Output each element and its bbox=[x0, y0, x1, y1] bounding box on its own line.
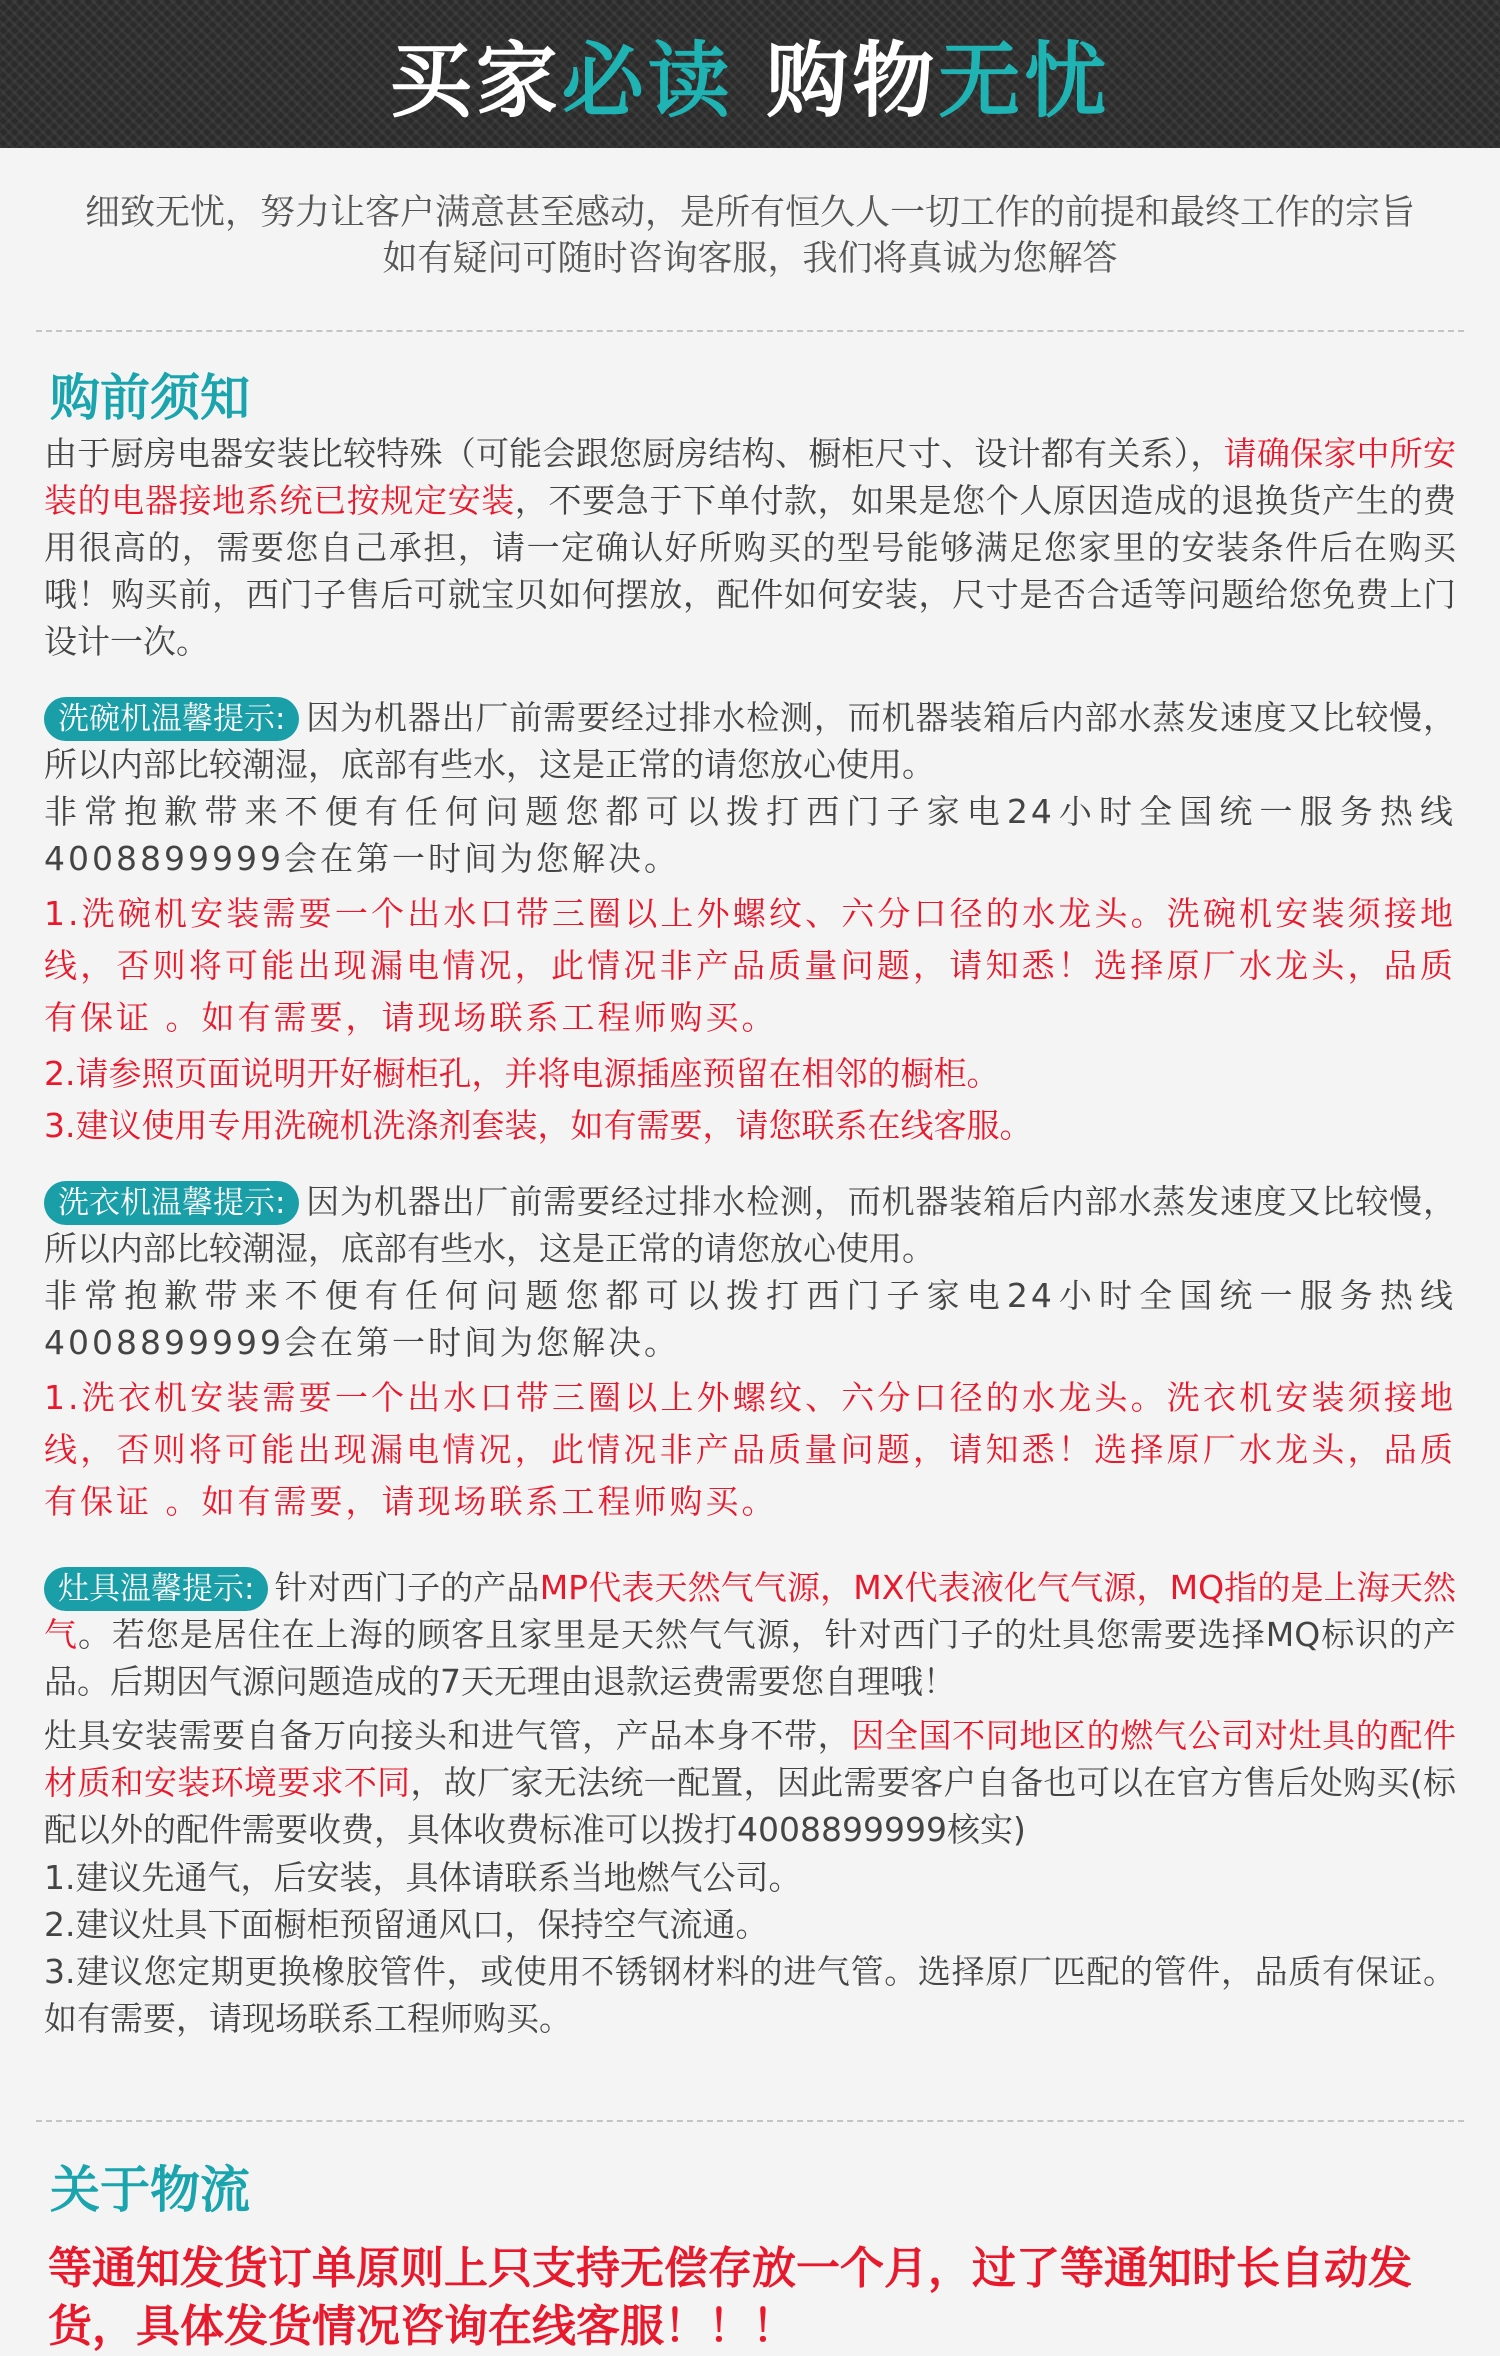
presale-text: 由于厨房电器安装比较特殊（可能会跟您厨房结构、橱柜尺寸、设计都有关系）， bbox=[44, 434, 1224, 473]
logistics-title: 关于物流 bbox=[50, 2161, 250, 2219]
presale-text-rest: ，不要急于下单付款，如果是您个人原因造成的退换货产生的费用很高的，需要您自己承担，请一定确认好所购买的型号能够满足您家里的安装条件后在购买哦！购买前，西门子售后可就宝贝如何摆放，配件如何安装，尺寸是否合适等问题给您免费上门设计一次。 bbox=[44, 481, 1457, 661]
intro-line-2: 如有疑问可随时咨询客服，我们将真诚为您解答 bbox=[382, 239, 1118, 279]
intro-text bbox=[0, 190, 1500, 282]
washer-item-1: 1.洗衣机安装需要一个出水口带三圈以上外螺纹、六分口径的水龙头。洗衣机安装须接地线，否则将可能出现漏电情况，此情况非产品质量问题，请知悉！选择原厂水龙头，品质有保证 。如有需要，请现场联系工程师购买。 bbox=[44, 1378, 1456, 1521]
stove-item-3: 3.建议您定期更换橡胶管件，或使用不锈钢材料的进气管。选择原厂匹配的管件，品质有保证。如有需要，请现场联系工程师购买。 bbox=[44, 1952, 1456, 2038]
stove-text: 针对西门子的产品 bbox=[274, 1568, 540, 1607]
divider bbox=[36, 330, 1464, 332]
title-part-shopping: 购物 bbox=[766, 33, 939, 129]
stove-tip bbox=[44, 1564, 1456, 1705]
stove-item-1: 1.建议先通气，后安装，具体请联系当地燃气公司。 bbox=[44, 1858, 802, 1897]
page-header bbox=[0, 0, 1500, 148]
washer-text: 因为机器出厂前需要经过排水检测，而机器装箱后内部水蒸发速度又比较慢，所以内部比较潮湿，底部有些水，这是正常的请您放心使用。 bbox=[44, 1182, 1456, 1268]
dishwasher-text: 因为机器出厂前需要经过排水检测，而机器装箱后内部水蒸发速度又比较慢，所以内部比较潮湿，底部有些水，这是正常的请您放心使用。 bbox=[44, 698, 1456, 784]
stove-install-text-rest: ，故厂家无法统一配置，因此需要客户自备也可以在官方售后处购买(标配以外的配件需要收费，具体收费标准可以拨打4008899999核实) bbox=[44, 1763, 1456, 1849]
stove-gas-codes: MP代表天然气气源，MX代表液化气气源，MQ指的是上海天然气 bbox=[44, 1568, 1456, 1654]
dishwasher-item-1: 1.洗碗机安装需要一个出水口带三圈以上外螺纹、六分口径的水龙头。洗碗机安装须接地线，否则将可能出现漏电情况，此情况非产品质量问题，请知悉！选择原厂水龙头，品质有保证 。如有需要，请现场联系工程师购买。 bbox=[44, 894, 1456, 1037]
header-title bbox=[390, 16, 1111, 133]
dishwasher-hotline: 非常抱歉带来不便有任何问题您都可以拨打西门子家电24小时全国统一服务热线4008899999会在第一时间为您解决。 bbox=[44, 792, 1456, 878]
washer-tip bbox=[44, 1178, 1456, 1272]
dishwasher-badge: 洗碗机温馨提示: bbox=[44, 697, 299, 741]
stove-item-2: 2.建议灶具下面橱柜预留通风口，保持空气流通。 bbox=[44, 1905, 769, 1944]
divider bbox=[36, 2120, 1464, 2122]
stove-text-rest: 。若您是居住在上海的顾客且家里是天然气气源，针对西门子的灶具您需要选择MQ标识的产品。后期因气源问题造成的7天无理由退款运费需要您自理哦！ bbox=[44, 1615, 1457, 1701]
washer-hotline: 非常抱歉带来不便有任何问题您都可以拨打西门子家电24小时全国统一服务热线4008899999会在第一时间为您解决。 bbox=[44, 1276, 1456, 1362]
dishwasher-tip bbox=[44, 694, 1456, 788]
stove-install-text: 灶具安装需要自备万向接头和进气管，产品本身不带， bbox=[44, 1716, 852, 1755]
washer-badge: 洗衣机温馨提示: bbox=[44, 1181, 299, 1225]
presale-warning: 请确保家中所安装的电器接地系统已按规定安装 bbox=[44, 434, 1457, 520]
stove-install-note bbox=[44, 1712, 1456, 1853]
title-part-worry-free: 无忧 bbox=[938, 33, 1111, 129]
logistics-text: 等通知发货订单原则上只支持无偿存放一个月，过了等通知时长自动发货，具体发货情况咨询在线客服！！！ bbox=[48, 2243, 1412, 2352]
stove-install-warning: 因全国不同地区的燃气公司对灶具的配件材质和安装环境要求不同 bbox=[44, 1716, 1457, 1802]
presale-paragraph bbox=[44, 430, 1456, 665]
intro-line-1: 细致无忧，努力让客户满意甚至感动，是所有恒久人一切工作的前提和最终工作的宗旨 bbox=[84, 193, 1415, 233]
stove-badge: 灶具温馨提示: bbox=[44, 1567, 268, 1611]
title-part-must-read: 必读 bbox=[561, 33, 734, 129]
title-part-buyer: 买家 bbox=[389, 33, 562, 129]
presale-title: 购前须知 bbox=[50, 369, 250, 427]
dishwasher-item-2: 2.请参照页面说明开好橱柜孔，并将电源插座预留在相邻的橱柜。 bbox=[44, 1054, 1000, 1093]
dishwasher-item-3: 3.建议使用专用洗碗机洗涤剂套装，如有需要，请您联系在线客服。 bbox=[44, 1106, 1033, 1145]
